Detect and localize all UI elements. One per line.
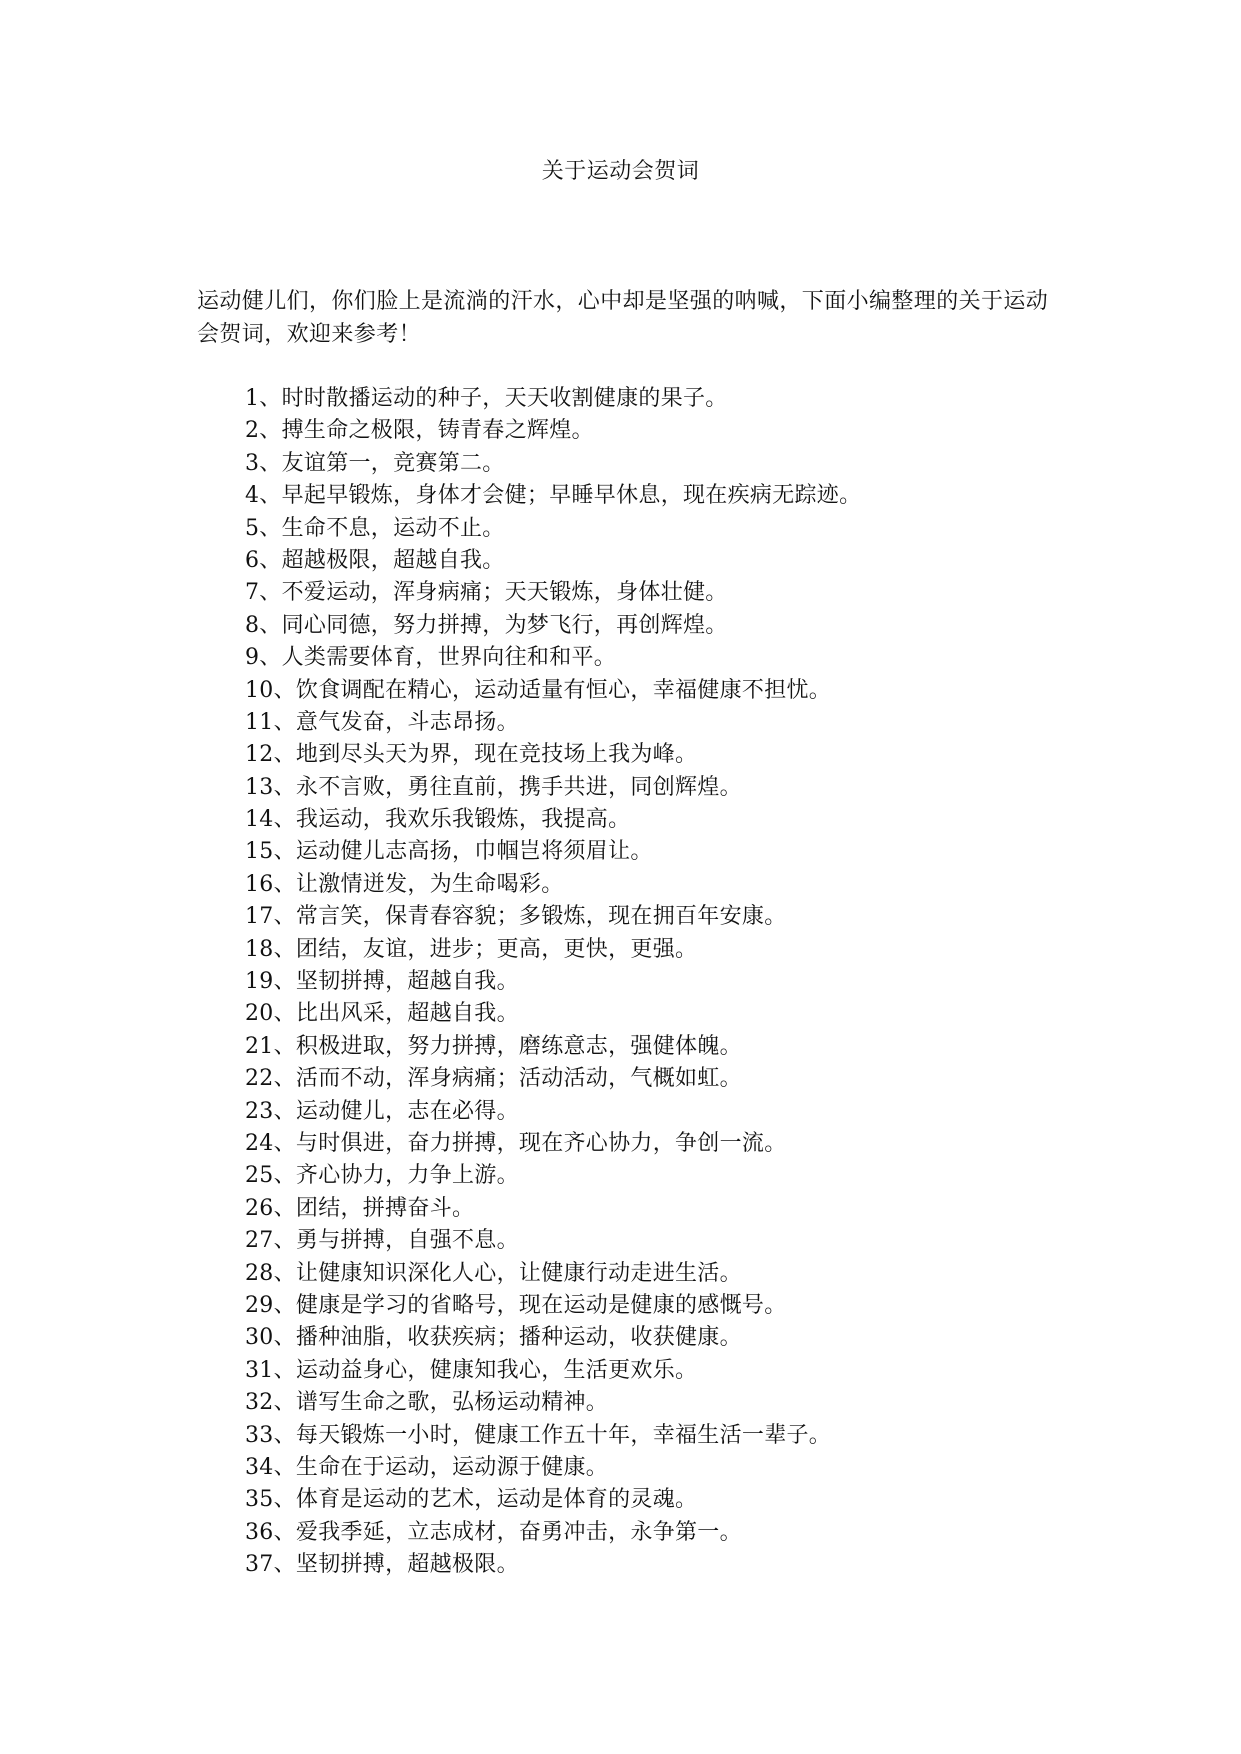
list-item: 19、坚韧拼搏，超越自我。: [245, 969, 519, 995]
list-item: 10、饮食调配在精心，运动适量有恒心，幸福健康不担忧。: [245, 677, 832, 703]
list-item: 1、时时散播运动的种子，天天收割健康的果子。: [245, 386, 728, 411]
document-title: 关于运动会贺词: [541, 159, 700, 184]
slogan-list: [245, 383, 1065, 1581]
list-item: 34、生命在于运动，运动源于健康。: [245, 1454, 609, 1480]
list-item: 22、活而不动，浑身病痛；活动活动，气概如虹。: [245, 1066, 742, 1092]
list-item: 15、运动健儿志高扬，巾帼岂将须眉让。: [245, 839, 653, 865]
list-item: 26、团结，拼搏奋斗。: [245, 1195, 475, 1221]
list-item: 28、让健康知识深化人心，让健康行动走进生活。: [245, 1260, 742, 1286]
list-item: 35、体育是运动的艺术，运动是体育的灵魂。: [245, 1487, 698, 1513]
list-item: 14、我运动，我欢乐我锻炼，我提高。: [245, 807, 631, 833]
list-item: 18、团结，友谊，进步；更高，更快，更强。: [245, 936, 698, 962]
list-item: 12、地到尽头天为界，现在竞技场上我为峰。: [245, 742, 698, 768]
list-item: 30、播种油脂，收获疾病；播种运动，收获健康。: [245, 1325, 742, 1351]
list-item: 29、健康是学习的省略号，现在运动是健康的感慨号。: [245, 1292, 787, 1318]
list-item: 7、不爱运动，浑身病痛；天天锻炼，身体壮健。: [245, 580, 728, 606]
list-item: 24、与时俱进，奋力拼搏，现在齐心协力，争创一流。: [245, 1130, 787, 1156]
intro-paragraph: 运动健儿们，你们脸上是流淌的汗水，心中却是坚强的呐喊，下面小编整理的关于运动会贺词，欢迎来参考！: [197, 289, 1049, 347]
list-item: 3、友谊第一，竞赛第二。: [245, 450, 505, 476]
list-item: 20、比出风采，超越自我。: [245, 1001, 519, 1027]
list-item: 5、生命不息，运动不止。: [245, 515, 505, 541]
list-item: 16、让激情迸发，为生命喝彩。: [245, 871, 564, 897]
list-item: 31、运动益身心，健康知我心，生活更欢乐。: [245, 1357, 698, 1383]
list-item: 25、齐心协力，力争上游。: [245, 1163, 519, 1189]
list-item: 4、早起早锻炼，身体才会健；早睡早休息，现在疾病无踪迹。: [245, 483, 862, 509]
list-item: 36、爱我季延，立志成材，奋勇冲击，永争第一。: [245, 1519, 742, 1545]
list-item: 21、积极进取，努力拼搏，磨练意志，强健体魄。: [245, 1033, 742, 1059]
list-item: 32、谱写生命之歌，弘杨运动精神。: [245, 1390, 609, 1416]
list-item: 27、勇与拼搏，自强不息。: [245, 1228, 519, 1254]
list-item: 17、常言笑，保青春容貌；多锻炼，现在拥百年安康。: [245, 904, 787, 930]
list-item: 2、搏生命之极限，铸青春之辉煌。: [245, 418, 594, 444]
list-item: 13、永不言败，勇往直前，携手共进，同创辉煌。: [245, 774, 742, 800]
list-item: 6、超越极限，超越自我。: [245, 547, 505, 573]
list-item: 11、意气发奋，斗志昂扬。: [245, 709, 519, 735]
list-item: 23、运动健儿，志在必得。: [245, 1098, 519, 1124]
list-item: 8、同心同德，努力拼搏，为梦飞行，再创辉煌。: [245, 612, 728, 638]
list-item: 37、坚韧拼搏，超越极限。: [245, 1552, 519, 1578]
list-item: 33、每天锻炼一小时，健康工作五十年，幸福生活一辈子。: [245, 1422, 832, 1448]
list-item: 9、人类需要体育，世界向往和和平。: [245, 645, 617, 671]
